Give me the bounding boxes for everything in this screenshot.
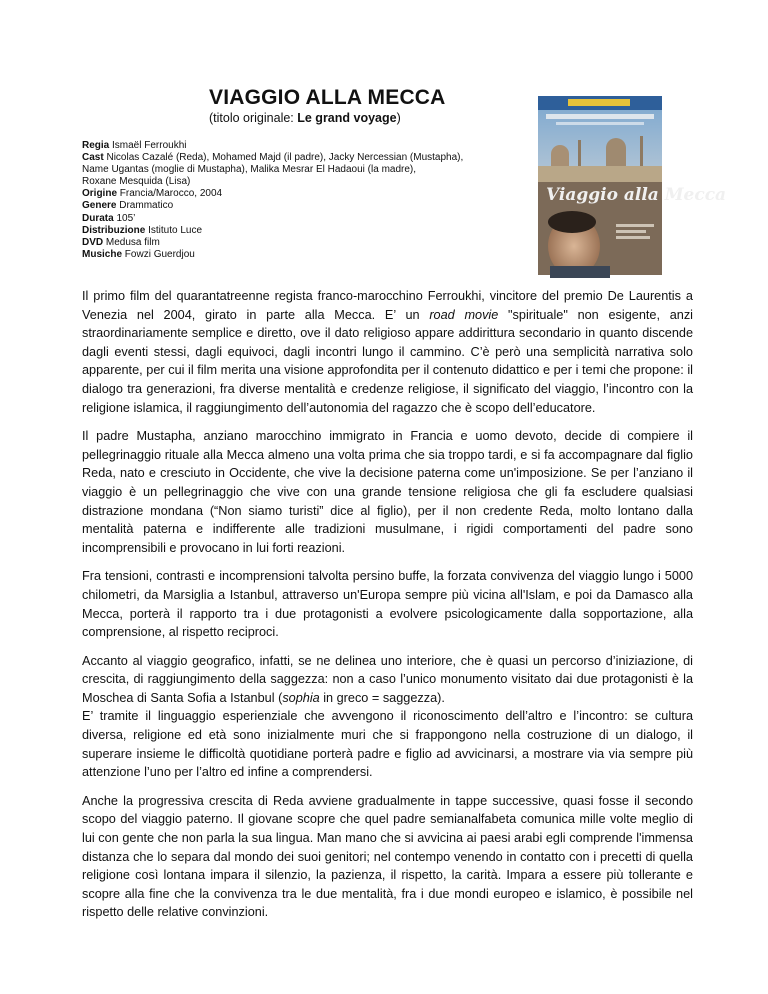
credit-line: DVD Medusa film [82, 236, 160, 248]
paragraph: Fra tensioni, contrasti e incomprensioni talvolta persino buffe, la forzata convivenza del viaggio lungo i 5000 chilometri, da Marsiglia a Istanbul, attraverso un'Europa sempre più vicina all'Islam, e poi da Damasco alla Mecca, porterà il rapporto tra i due protagonisti a evolvere psicologicamente dalla sopportazione, alla comprensione, al rispetto reciproci. [82, 569, 693, 640]
subtitle-prefix: (titolo originale: [209, 111, 298, 125]
page-title: VIAGGIO ALLA MECCA [209, 86, 446, 109]
paragraph: Il primo film del quarantatreenne regista franco-marocchino Ferroukhi, vincitore del premio De Laurentis a Venezia nel 2004, girato in parte alla Mecca. E’ un road movie "spirituale" non esigente, anzi straordinariamente semplice e diretto, ove il dato religioso appare addirittura secondario in quanto discende dagli eventi stessi, dagli equivoci, dagli incontri lungo il cammino. C’è però una semplicità narrativa solo apparente, per cui il film merita una visione approfondita per il contenuto didattico e per i temi che propone: il dialogo tra generazioni, fra diverse mentalità e credenze religiose, il significato del viaggio, l’incontro con la religione islamica, il raggiungimento dell’autonomia del ragazzo che è scopo dell’educatore. [82, 289, 693, 415]
credits-block [82, 140, 463, 261]
credit-line: Genere Drammatico [82, 200, 174, 212]
credit-line: Distribuzione Istituto Luce [82, 224, 203, 236]
paragraph: E’ tramite il linguaggio esperienziale che avvengono il riconoscimento dell’altro e l’incontro: se cultura diversa, religione ed età sono inizialmente muri che si frappongono nella costruzione di un dialogo, il superare insieme le difficoltà quotidiane porterà padre e figlio ad avvicinarsi, a mostrare via via sempre più attenzione l’uno per l’altro ed infine a comprendersi. [82, 709, 693, 780]
paragraph: Il padre Mustapha, anziano marocchino immigrato in Francia e uomo devoto, decide di compiere il pellegrinaggio rituale alla Mecca almeno una volta prima che sia troppo tardi, e si fa accompagnare dal figlio Reda, nato e cresciuto in Occidente, che vive la decisione paterna come un'imposizione. Se per l’anziano il viaggio è un pellegrinaggio che vive con una grande tensione religiosa che gli fa escludere qualsiasi distrazione mondana (“Non siamo turisti” dice al figlio), per il non credente Reda, molto lontano dalla mentalità paterna e indifferente alle tradizioni musulmane, i rigidi comportamenti del padre sono incomprensibili e provocano in lui forti reazioni. [82, 429, 693, 555]
credit-line: Name Ugantas (moglie di Mustapha), Malika Mesrar El Hadaoui (la madre), [82, 164, 417, 176]
credit-line: Musiche Fowzi Guerdjou [82, 248, 195, 260]
original-title-value: Le grand voyage [297, 111, 397, 125]
original-title [209, 111, 401, 125]
credit-line: Roxane Mesquida (Lisa) [82, 176, 191, 188]
paragraph: Anche la progressiva crescita di Reda avviene gradualmente in tappe successive, quasi fosse il secondo scopo del viaggio paterno. Il giovane scopre che quel padre semianalfabeta comunica mille volte meglio di lui con gente che non parla la sua lingua. Man mano che si avvicina ai paesi arabi egli comprende l'immensa distanza che lo separa dal mondo dei suoi genitori; nel contempo venendo in contatto con i precetti di quella religione così lontana impara il silenzio, la pazienza, il rispetto, la carità. Impara a essere più tollerante e scopre alla fine che la convivenza tra le due mentalità, fra i due mondi europeo e islamico, è possibile nel rispetto delle relative convinzioni. [82, 793, 693, 920]
credit-line: Origine Francia/Marocco, 2004 [82, 188, 223, 200]
subtitle-suffix: ) [396, 111, 401, 125]
credit-line: Durata 105’ [82, 212, 136, 224]
credit-line: Cast Nicolas Cazalé (Reda), Mohamed Majd (il padre), Jacky Nercessian (Mustapha), [82, 152, 464, 164]
credit-line: Regia Ismaël Ferroukhi [82, 140, 187, 151]
paragraph: Accanto al viaggio geografico, infatti, se ne delinea uno interiore, che è quasi un percorso d’iniziazione, di crescita, di raggiungimento della saggezza: non a caso l’unico monumento visitato dai due protagonisti è la Moschea di Santa Sofia a Istanbul (sophia in greco = saggezza). [82, 653, 693, 705]
poster-title: Viaggio alla Mecca [546, 185, 727, 205]
article-body [82, 287, 693, 932]
movie-poster-image [538, 96, 727, 275]
